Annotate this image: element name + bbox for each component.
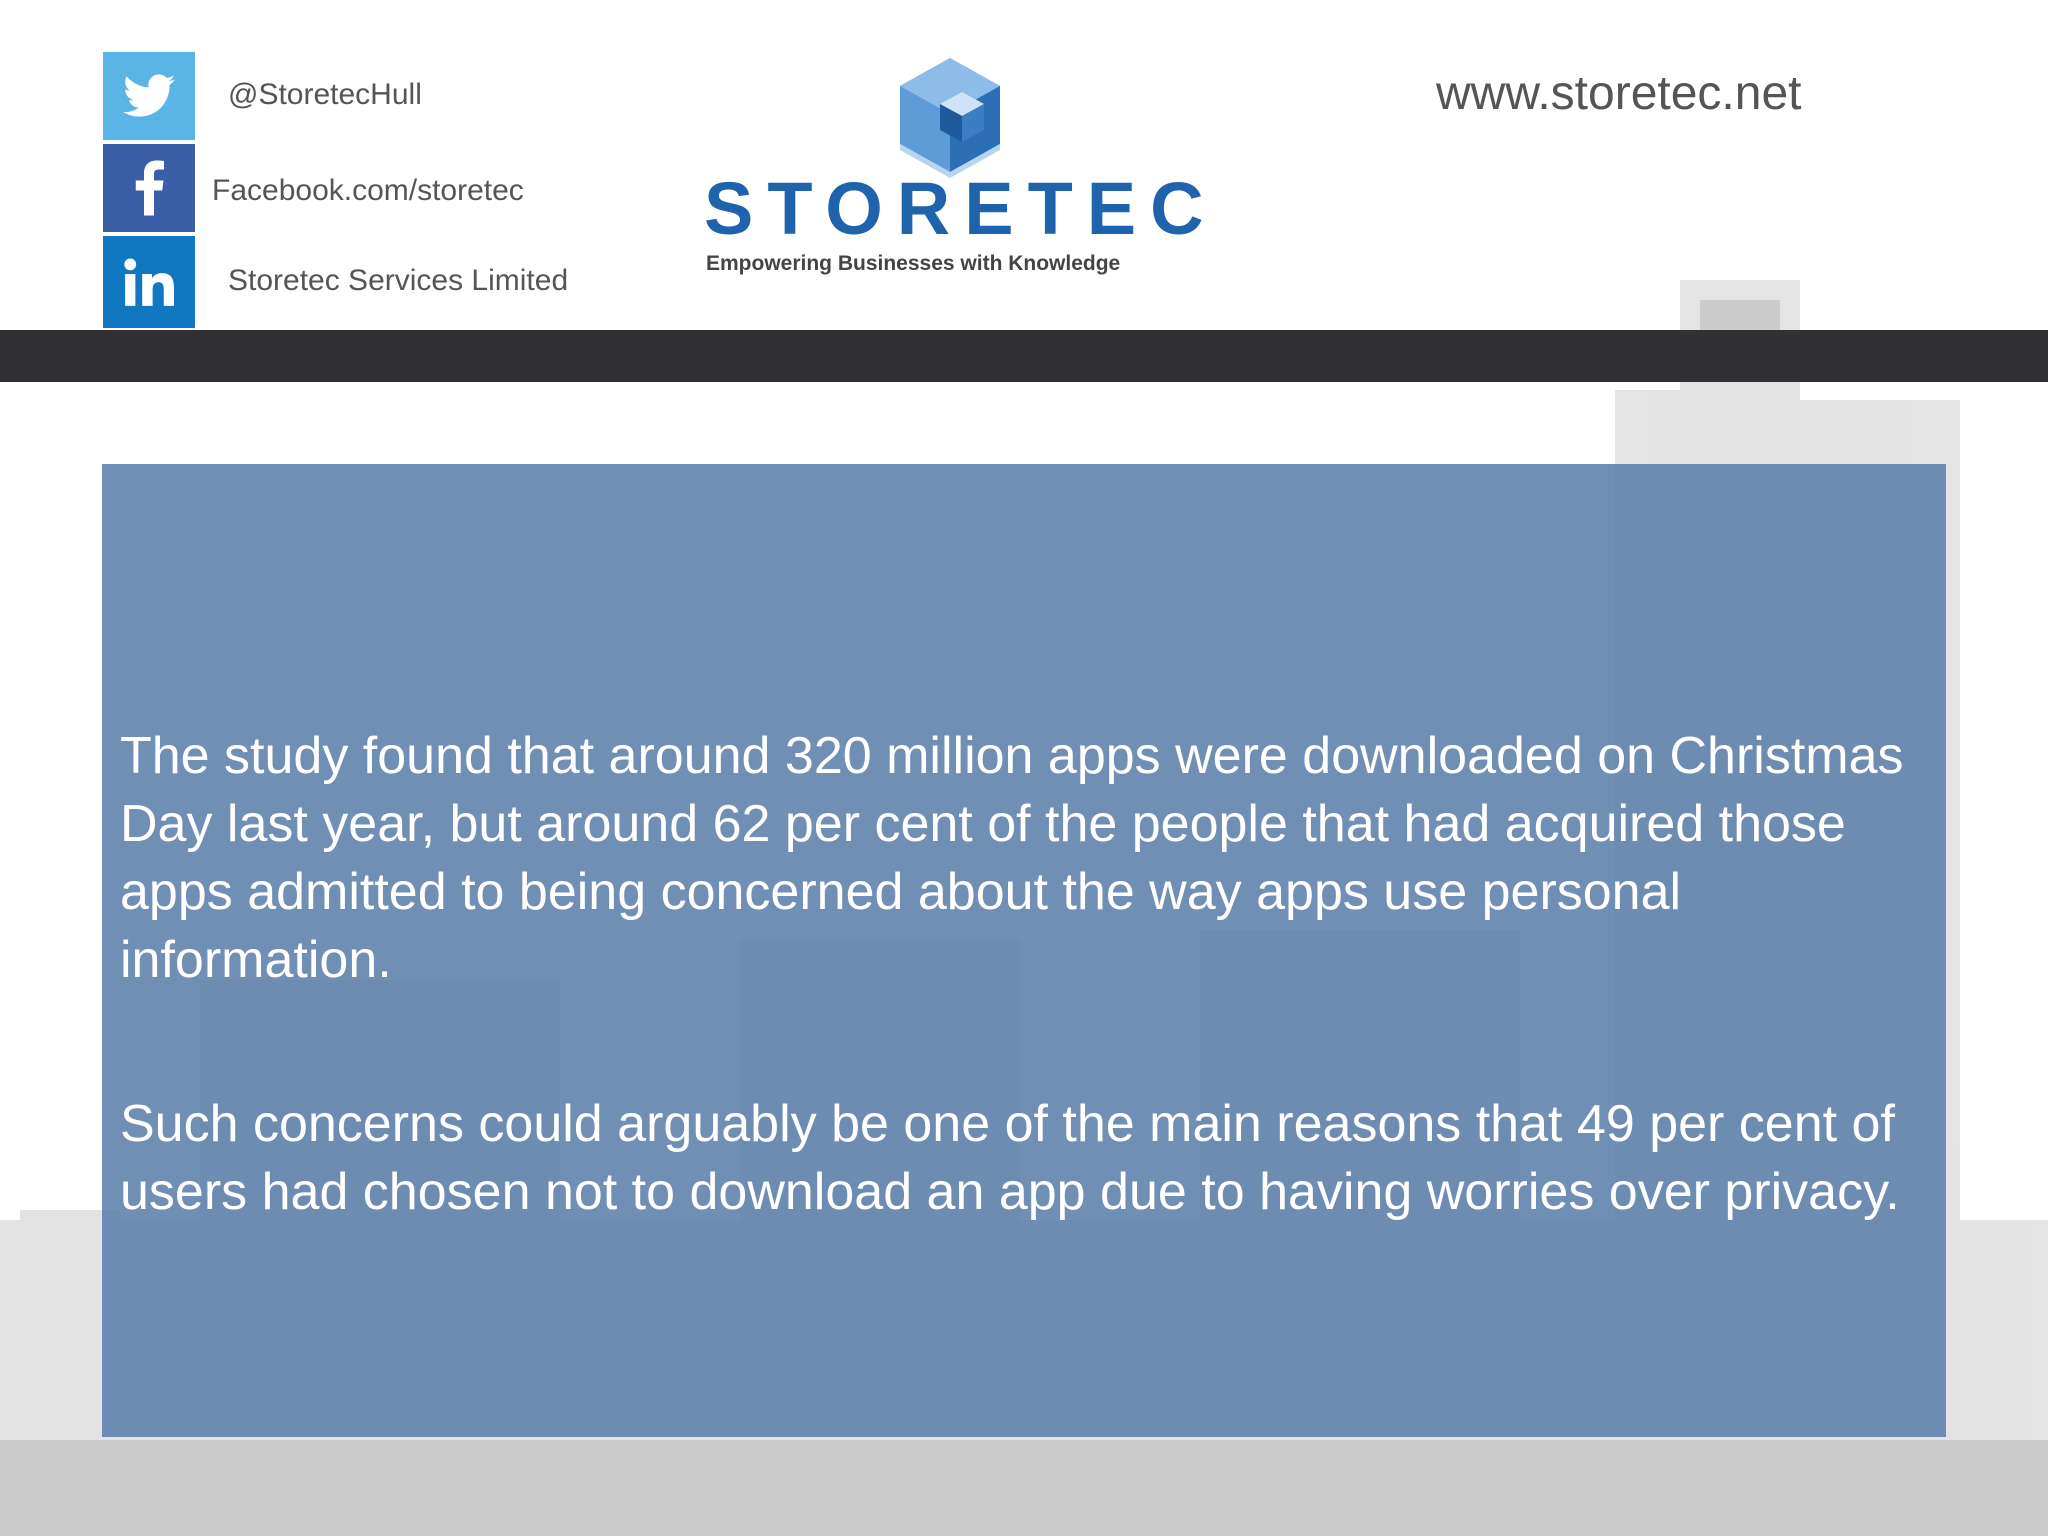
header [0, 0, 2048, 330]
paragraph-privacy-concerns: Such concerns could arguably be one of the main reasons that 49 per cent of users had chosen not to download an app due to having worries over privacy. [120, 1095, 1900, 1221]
content-panel [102, 464, 1946, 1437]
twitter-link[interactable] [103, 52, 195, 140]
linkedin-company[interactable]: Storetec Services Limited [228, 264, 569, 297]
paragraph-study-findings: The study found that around 320 million apps were downloaded on Christmas Day last year, but around 62 per cent of the people that had acquired those apps admitted to being concerned about the way apps use personal information. [120, 727, 1904, 989]
header-divider-bar [0, 330, 2048, 382]
facebook-link[interactable] [103, 144, 195, 232]
twitter-bird-icon [123, 74, 175, 118]
facebook-f-icon [134, 160, 164, 216]
twitter-handle[interactable]: @StoretecHull [228, 78, 422, 111]
brand-tagline: Empowering Businesses with Knowledge [706, 252, 1121, 275]
linkedin-link[interactable] [103, 236, 195, 328]
website-url[interactable]: www.storetec.net [1436, 67, 1802, 120]
facebook-url[interactable]: Facebook.com/storetec [212, 174, 524, 207]
linkedin-in-icon [124, 258, 174, 306]
panel-text [120, 722, 1930, 1322]
brand-name: STORETEC [704, 167, 1218, 250]
